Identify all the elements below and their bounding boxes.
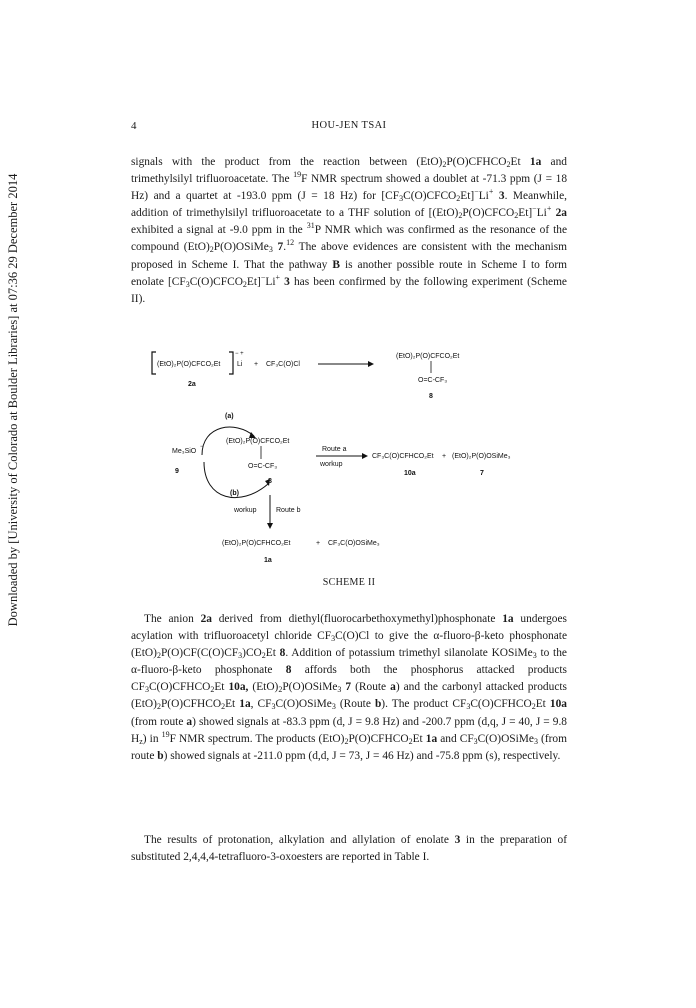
- scheme-caption: SCHEME II: [322, 577, 376, 588]
- reactant-acyl-chloride: CF₃C(O)Cl: [266, 361, 300, 368]
- paragraph-2: The anion 2a derived from diethyl(fluorocarbethoxymethyl)phosphonate 1a undergoes acylation with trifluoroacetyl chloride $CF_3C(O)Cl$ to give the α-fluoro-β-keto phosphonate $(EtO)_2P(O)CF(C(O)CF_3)CO_2Et$ 8. Addition of potassium trimethyl silanolate KOSiMe$_3$ to the α-fluoro-β-keto phosphonate 8 affords both the phosphorus attacked products $CF_3C(O)CFHCO_2Et$ 10a, $(EtO)_2P(O)OSiMe_3$ 7 (Route a) and the carbonyl attacked products $(EtO)_2P(O)CFHCO_2Et$ 1a, $CF_3C(O)OSiMe_3$ (Route b). The product $CF_3C(O)CFHCO_2Et$ 10a (from route a) showed signals at -83.3 ppm (d, J = 9.8 Hz) and -200.7 ppm (d,q, J = 40, J = 9.8 $H_z$) in $^{19}$F NMR spectrum. The products $(EtO)_2P(O)CFHCO_2Et$ 1a and $CF_3C(O)OSiMe_3$ (from route b) showed signals at -211.0 ppm (d,d, J = 73, J = 46 Hz) and -75.8 ppm (s), respectively.: [131, 613, 567, 762]
- right-bracket: [229, 352, 233, 374]
- route-ref: a: [390, 681, 396, 694]
- route-b-product-silyl-ester: CF₃C(O)OSiMe₃: [328, 540, 380, 547]
- mid-compound-8-carbonyl: O=C-CF₃: [248, 463, 278, 470]
- compound-ref: 2a: [200, 613, 212, 625]
- plus-sign: +: [442, 453, 447, 460]
- compound-ref: 1a: [239, 698, 251, 711]
- product-8-carbonyl: O=C-CF₃: [418, 377, 448, 384]
- lithium-counterion: Li: [237, 361, 243, 368]
- page-number: 4: [131, 120, 137, 132]
- mid-reagent-silanolate: Me₃SiO: [172, 448, 197, 455]
- arrowhead: [362, 453, 368, 459]
- arrowhead: [368, 361, 374, 367]
- anion-charge: − +: [235, 351, 244, 357]
- route-ref: b: [374, 698, 382, 711]
- route-a-arrow-label: Route a: [322, 446, 347, 453]
- compound-ref: 1a: [425, 732, 438, 745]
- mid-compound-8-label: 8: [268, 478, 272, 485]
- compound-ref: 10a,: [228, 681, 249, 694]
- compound-ref: 3: [498, 190, 505, 203]
- compound-ref: 8: [285, 664, 292, 677]
- compound-ref: 1a: [502, 613, 514, 625]
- route-a-product-10a: CF₃C(O)CFHCO₂Et: [372, 453, 434, 460]
- download-watermark: Downloaded by [University of Colorado at Boulder Libraries] at 07:36 29 December 2014: [6, 173, 20, 627]
- compound-ref: 3: [454, 834, 461, 846]
- product-7-label: 7: [480, 470, 484, 477]
- silanolate-label: 9: [175, 468, 179, 475]
- compound-ref: 3: [284, 275, 290, 288]
- compound-ref: 7: [277, 241, 284, 254]
- plus-sign: +: [316, 540, 321, 547]
- compound-ref: 2a: [555, 207, 567, 220]
- pathway-ref: B: [332, 258, 340, 271]
- running-head: HOU-JEN TSAI: [311, 120, 387, 131]
- product-1a-label: 1a: [264, 557, 272, 564]
- product-10a-label: 10a: [404, 470, 416, 477]
- scheme-ii-diagram: [150, 340, 570, 572]
- product-8-label: 8: [429, 393, 433, 400]
- left-bracket: [152, 352, 156, 374]
- route-a-product-7: (EtO)₂P(O)OSiMe₃: [452, 453, 511, 460]
- compound-ref: 1a: [529, 156, 542, 168]
- plus-sign: +: [254, 361, 259, 368]
- compound-ref: 10a: [549, 698, 567, 711]
- reactant-2a-label: 2a: [188, 381, 196, 388]
- compound-ref: 8: [279, 647, 286, 660]
- mid-compound-8-formula: (EtO)₂P(O)CFCO₂Et: [226, 438, 290, 445]
- silanolate-charge: −: [200, 444, 204, 450]
- route-b-product-1a: (EtO)₂P(O)CFHCO₂Et: [222, 540, 291, 547]
- route-b-workup-label: workup: [234, 507, 257, 514]
- arrowhead: [267, 523, 273, 529]
- route-b-marker: (b): [230, 490, 239, 497]
- route-ref: b: [157, 749, 164, 762]
- paragraph-3: The results of protonation, alkylation and allylation of enolate 3 in the preparation of substituted 2,4,4,4-tetrafluoro-3-oxoesters are reported in Table I.: [131, 834, 567, 864]
- compound-ref: 7: [345, 681, 352, 694]
- route-ref: a: [186, 715, 193, 728]
- route-b-arrow-label: Route b: [276, 507, 301, 514]
- route-a-workup-label: workup: [320, 461, 343, 468]
- reference-marker: 12: [286, 238, 295, 248]
- product-8-formula: (EtO)₂P(O)CFCO₂Et: [396, 353, 460, 360]
- route-a-marker: (a): [225, 413, 234, 420]
- reactant-2a-formula: (EtO)₂P(O)CFCO₂Et: [157, 361, 221, 368]
- paragraph-1: signals with the product from the reaction between $(EtO)_2P(O)CFHCO_2Et$ 1a and trimethylsilyl trifluoroacetate. The $^{19}$F NMR spectrum showed a doublet at -71.3 ppm (J = 18 Hz) and a quartet at -193.0 ppm (J = 18 Hz) for $[CF_3C(O)CFCO_2Et]^-Li^+$ 3. Meanwhile, addition of trimethylsilyl trifluoroacetate to a THF solution of $[(EtO)_2P(O)CFCO_2Et]^-Li^+$ 2a exhibited a signal at -9.0 ppm in the $^{31}$P NMR which was confirmed as the resonance of the compound $(EtO)_2P(O)OSiMe_3$ 7.12 The above evidences are consistent with the mechanism proposed in Scheme I. That the pathway B is another possible route in Scheme I to form enolate $[CF_3C(O)CFCO_2Et]^-Li^+$ 3 has been confirmed by the following experiment (Scheme II).: [131, 156, 568, 305]
